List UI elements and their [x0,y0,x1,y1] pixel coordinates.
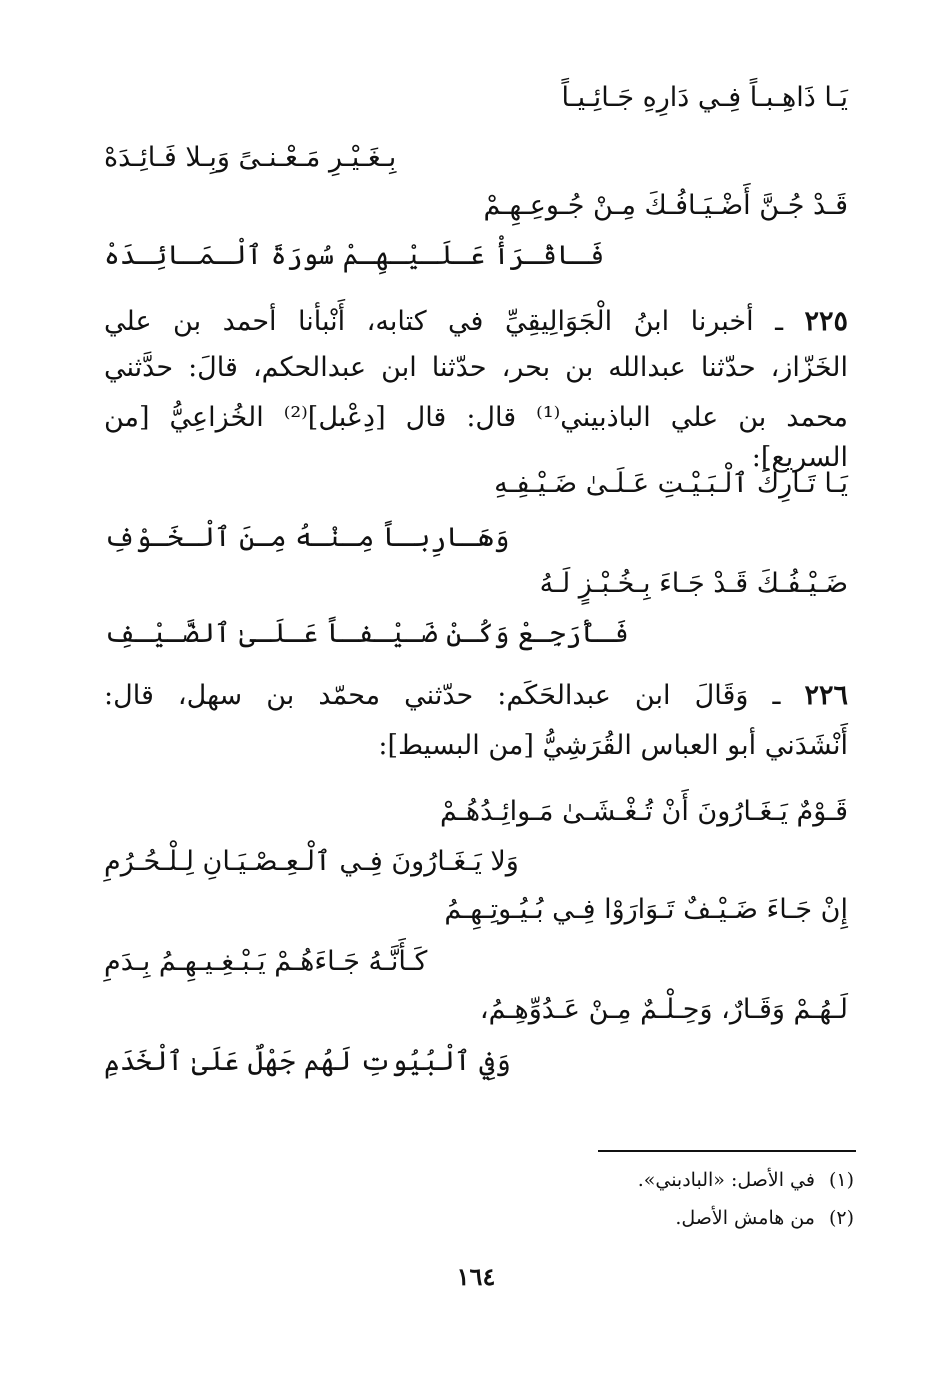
footnote-mark: (١) [828,1169,854,1191]
footnote-text: من هامش الأصل. [675,1207,815,1229]
entry-text: ـ أخبرنا ابنُ الْجَوَالِيقِيِّ في كتابه، أَنْبأنا أحمد بن علي [104,306,783,337]
footnote-separator [598,1150,856,1152]
entry-number: ٢٢٥ [804,306,848,337]
verse-line: يَـا تَـارِكَ ٱلْـبَـيْـتِ عَـلَـىٰ ضَـيْـفِـهِ [494,468,848,499]
verse-line: فَـأْرَجِـعْ وَكُـنْ ضَـيْـفـاً عَـلَـىٰ ٱلضَّـيْـفِ [104,618,629,649]
page-number: ١٦٤ [456,1262,496,1291]
entry-225-line-3: محمد بن علي الباذبيني⁽¹⁾ قال: قال [دِعْبل]⁽²⁾ الخُزاعِيُّ [من السريع]: [104,402,848,473]
verse-line: لَـهُـمْ وَقَـارٌ، وَحِـلْـمٌ مِـنْ عَـدُوِّهِـمُ، [479,994,848,1025]
entry-225-line-2: الخَزّاز، حدّثنا عبدالله بن بحر، حدّثنا ابن عبدالحكم، قالَ: حدَّثني [104,352,848,383]
entry-number: ٢٢٦ [804,680,848,711]
footnote-2 [675,1204,854,1232]
footnote-mark: (٢) [828,1207,854,1229]
entry-225-line-1 [104,302,848,342]
entry-text: ـ وَقَالَ ابن عبدالحَكَم: حدّثني محمّد بن سهل، قال: [104,680,781,711]
verse-line: بِـغَـيْـرِ مَـعْـنـىً وَبِـلا فَـائِـدَهْ [104,142,397,173]
verse-line: قَـدْ جُـنَّ أَضْـيَـافُـكَ مِـنْ جُـوعِـهِـمْ [483,190,848,221]
verse-line: وَهَـارِبـاً مِـنْـهُ مِـنَ ٱلْـخَـوْفِ [104,522,510,553]
entry-226-line-2: أَنْشَدَني أبو العباس القُرَشِيُّ [من البسيط]: [378,730,848,761]
verse-line: إِنْ جَـاءَ ضَـيْـفٌ تَـوَارَوْا فِـي بُـيُـوتِـهِـمُ [444,894,848,925]
verse-line: فَـاقْـرَأْ عَـلَـيْـهِـمْ سُورَةَ ٱلْـمَـائِـدَهْ [104,240,605,271]
verse-line: قَـوْمٌ يَـغَـارُونَ أَنْ تُـغْـشَـىٰ مَـوائِـدُهُـمْ [439,796,848,827]
footnote-1 [638,1166,854,1194]
verse-line: وَلا يَـغَـارُونَ فِـي ٱلْـعِـصْـيَـانِ لِـلْـحُـرُمِ [104,846,519,877]
verse-line: ضَـيْـفُـكَ قَـدْ جَـاءَ بِـخُـبْـزٍ لَـهُ [539,568,848,599]
verse-line: كَـأَنَّـهُ جَـاءَهُـمْ يَـبْـغِـيـهِـمُ بِـدَمِ [104,946,428,977]
footnote-text: في الأصل: «البادبني». [637,1169,815,1191]
entry-226-line-1 [104,676,848,716]
verse-line: وَفِي ٱلْبُيُوتِ لَهُم جَهْلٌ عَلَىٰ ٱلْخَدَمِ [104,1046,511,1077]
verse-line: يَـا ذَاهِـبـاً فِـي دَارِهِ جَـائِـيـاً [561,82,848,113]
